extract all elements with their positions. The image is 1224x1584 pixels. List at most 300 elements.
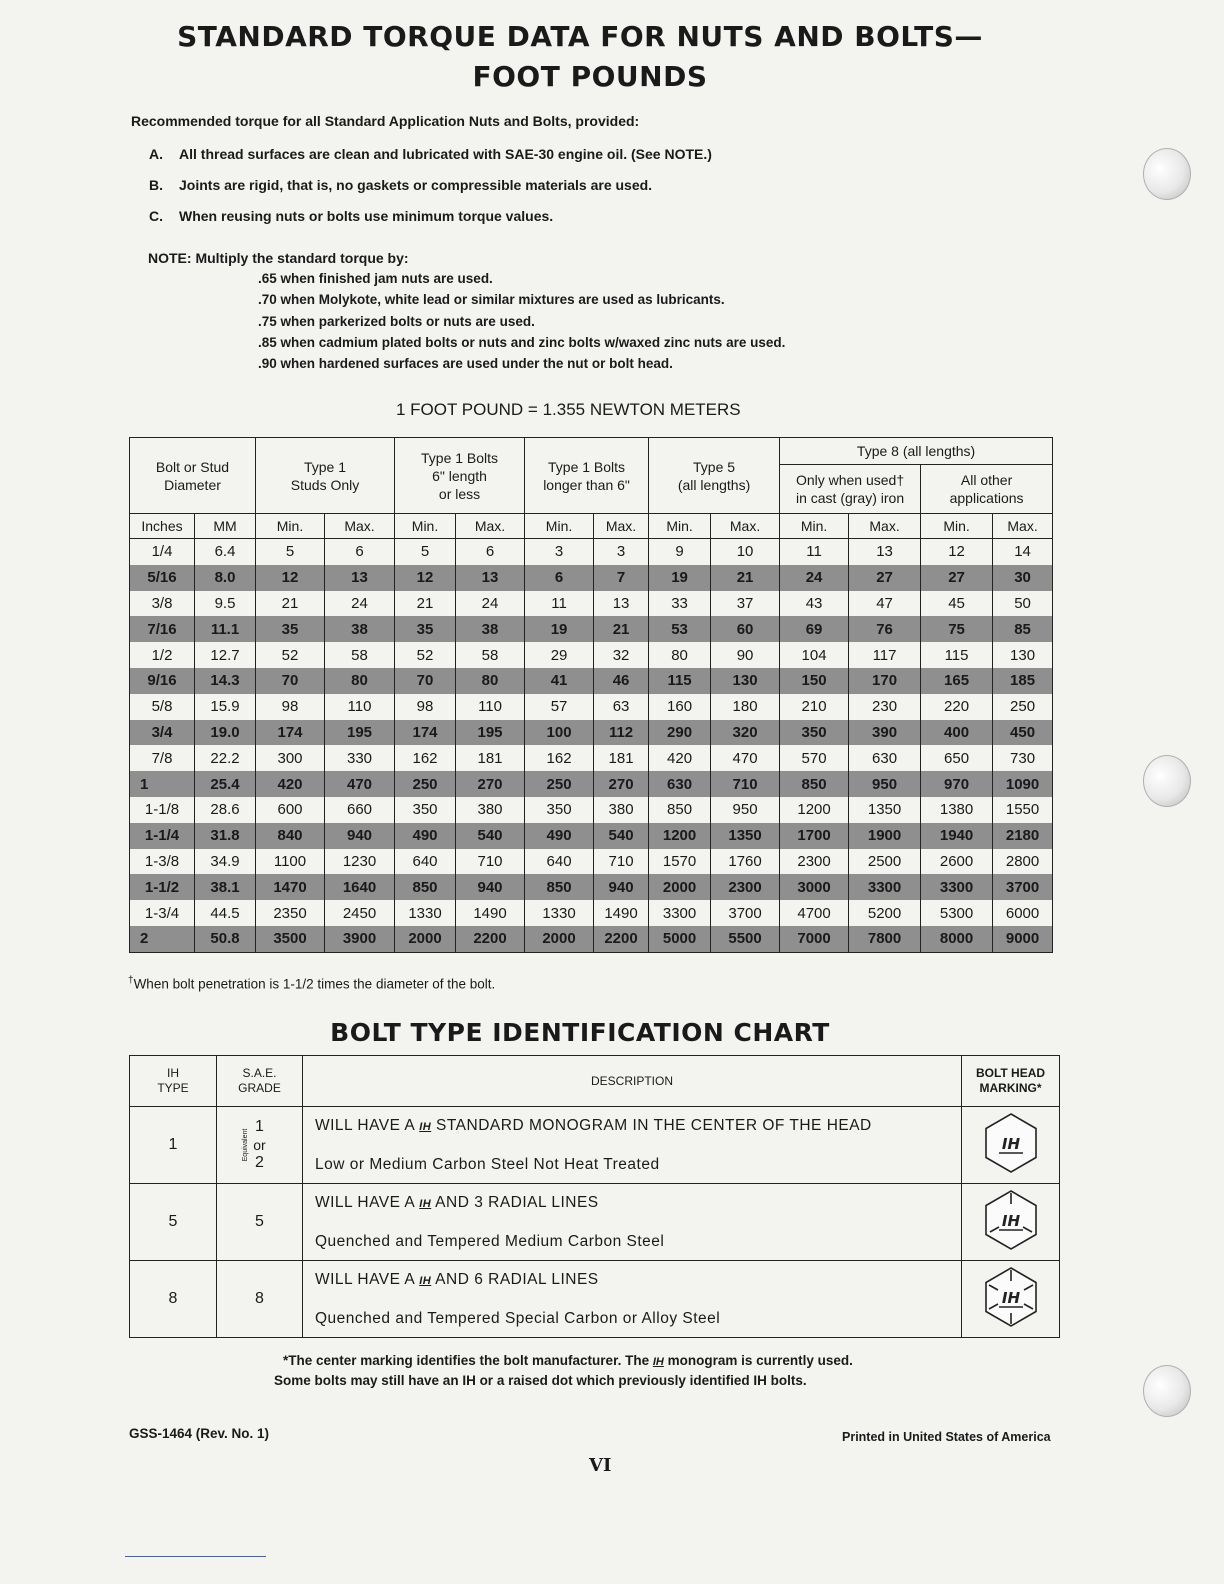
diameter-inches: 5/8 — [130, 694, 195, 720]
subheader-cell: Max. — [993, 514, 1053, 539]
condition-letter: C. — [149, 208, 163, 224]
torque-value: 390 — [849, 720, 921, 746]
torque-value: 112 — [594, 720, 649, 746]
torque-value: 58 — [456, 642, 525, 668]
diameter-mm: 6.4 — [195, 539, 256, 565]
subheader-cell: Min. — [921, 514, 993, 539]
torque-value: 162 — [395, 745, 456, 771]
header-type1-short: Type 1 Bolts 6" length or less — [395, 438, 525, 514]
table-row — [130, 720, 1053, 746]
torque-value: 640 — [525, 849, 594, 875]
torque-value: 630 — [649, 771, 711, 797]
torque-value: 27 — [921, 565, 993, 591]
torque-value: 850 — [395, 874, 456, 900]
torque-value: 12 — [921, 539, 993, 565]
torque-value: 80 — [325, 668, 395, 694]
diameter-inches: 5/16 — [130, 565, 195, 591]
ih-monogram-icon: IH — [419, 1121, 432, 1133]
torque-value: 420 — [649, 745, 711, 771]
torque-value: 630 — [849, 745, 921, 771]
torque-value: 3500 — [256, 926, 325, 952]
torque-value: 29 — [525, 642, 594, 668]
subheader-cell: MM — [195, 514, 256, 539]
torque-value: 6 — [525, 565, 594, 591]
torque-value: 130 — [993, 642, 1053, 668]
header-ih-type: IH TYPE — [130, 1056, 217, 1107]
note-item: .65 when finished jam nuts are used. — [258, 271, 493, 286]
torque-value: 6000 — [993, 900, 1053, 926]
note-item: .75 when parkerized bolts or nuts are used. — [258, 314, 535, 329]
torque-value: 540 — [456, 823, 525, 849]
diameter-inches: 3/8 — [130, 591, 195, 617]
diameter-mm: 22.2 — [195, 745, 256, 771]
torque-value: 2500 — [849, 849, 921, 875]
torque-value: 181 — [594, 745, 649, 771]
torque-value: 117 — [849, 642, 921, 668]
table-row — [130, 694, 1053, 720]
torque-value: 320 — [711, 720, 780, 746]
note-item: .90 when hardened surfaces are used under the nut or bolt head. — [258, 356, 673, 371]
torque-value: 24 — [780, 565, 849, 591]
header-type1-long: Type 1 Bolts longer than 6" — [525, 438, 649, 514]
page-title-line-1: STANDARD TORQUE DATA FOR NUTS AND BOLTS— — [177, 20, 983, 53]
torque-value: 1380 — [921, 797, 993, 823]
header-diameter: Bolt or Stud Diameter — [130, 438, 256, 514]
torque-value: 970 — [921, 771, 993, 797]
table-row — [130, 591, 1053, 617]
note-item: .85 when cadmium plated bolts or nuts and zinc bolts w/waxed zinc nuts are used. — [258, 335, 786, 350]
torque-value: 490 — [395, 823, 456, 849]
torque-value: 195 — [325, 720, 395, 746]
torque-value: 38 — [456, 616, 525, 642]
diameter-mm: 14.3 — [195, 668, 256, 694]
torque-value: 300 — [256, 745, 325, 771]
header-type8: Type 8 (all lengths) — [780, 438, 1053, 465]
diameter-mm: 34.9 — [195, 849, 256, 875]
torque-value: 3700 — [993, 874, 1053, 900]
torque-value: 63 — [594, 694, 649, 720]
diameter-inches: 2 — [130, 926, 195, 952]
marking-footnote-line-1: *The center marking identifies the bolt manufacturer. The IH monogram is currently used. — [283, 1353, 853, 1368]
torque-value: 350 — [395, 797, 456, 823]
subheader-cell: Min. — [649, 514, 711, 539]
torque-value: 2600 — [921, 849, 993, 875]
diameter-inches: 7/16 — [130, 616, 195, 642]
torque-table-body — [130, 539, 1053, 953]
intro-text: Recommended torque for all Standard Application Nuts and Bolts, provided: — [131, 113, 640, 129]
diameter-inches: 9/16 — [130, 668, 195, 694]
torque-value: 1470 — [256, 874, 325, 900]
torque-value: 4700 — [780, 900, 849, 926]
torque-value: 730 — [993, 745, 1053, 771]
torque-value: 950 — [711, 797, 780, 823]
torque-table — [129, 437, 1053, 953]
subheader-cell: Min. — [780, 514, 849, 539]
torque-value: 37 — [711, 591, 780, 617]
torque-value: 11 — [780, 539, 849, 565]
torque-value: 6 — [456, 539, 525, 565]
torque-value: 174 — [256, 720, 325, 746]
diameter-inches: 1-1/2 — [130, 874, 195, 900]
subheader-cell: Max. — [456, 514, 525, 539]
ih-monogram-icon: IH — [419, 1198, 432, 1210]
torque-value: 710 — [711, 771, 780, 797]
header-type5: Type 5 (all lengths) — [649, 438, 780, 514]
monogram-text: IH — [1001, 1211, 1020, 1230]
page-title-line-2: FOOT POUNDS — [472, 60, 708, 93]
torque-value: 3300 — [921, 874, 993, 900]
condition-a — [149, 146, 712, 162]
torque-value: 250 — [395, 771, 456, 797]
torque-value: 50 — [993, 591, 1053, 617]
diameter-mm: 44.5 — [195, 900, 256, 926]
torque-value: 130 — [711, 668, 780, 694]
header-sae-grade: S.A.E. GRADE — [217, 1056, 303, 1107]
table-row — [130, 900, 1053, 926]
torque-value: 7000 — [780, 926, 849, 952]
torque-value: 2300 — [780, 849, 849, 875]
ih-monogram-icon: IH — [419, 1275, 432, 1287]
id-row-type-8 — [130, 1261, 1060, 1338]
torque-value: 104 — [780, 642, 849, 668]
subheader-cell: Max. — [711, 514, 780, 539]
diameter-inches: 1-3/4 — [130, 900, 195, 926]
diameter-mm: 38.1 — [195, 874, 256, 900]
torque-value: 1330 — [395, 900, 456, 926]
torque-value: 58 — [325, 642, 395, 668]
bolt-head-grade5-icon — [962, 1184, 1060, 1261]
torque-value: 195 — [456, 720, 525, 746]
condition-text: When reusing nuts or bolts use minimum torque values. — [179, 208, 554, 224]
torque-value: 5200 — [849, 900, 921, 926]
torque-value: 46 — [594, 668, 649, 694]
torque-value: 75 — [921, 616, 993, 642]
diameter-mm: 19.0 — [195, 720, 256, 746]
note-item: .70 when Molykote, white lead or similar mixtures are used as lubricants. — [258, 292, 725, 307]
torque-value: 230 — [849, 694, 921, 720]
torque-value: 21 — [711, 565, 780, 591]
torque-value: 1640 — [325, 874, 395, 900]
torque-value: 47 — [849, 591, 921, 617]
torque-value: 38 — [325, 616, 395, 642]
torque-value: 850 — [780, 771, 849, 797]
printed-in: Printed in United States of America — [842, 1430, 1051, 1444]
torque-value: 13 — [849, 539, 921, 565]
torque-value: 940 — [594, 874, 649, 900]
torque-value: 1760 — [711, 849, 780, 875]
torque-value: 41 — [525, 668, 594, 694]
torque-value: 710 — [594, 849, 649, 875]
torque-value: 1090 — [993, 771, 1053, 797]
torque-value: 640 — [395, 849, 456, 875]
torque-value: 1350 — [849, 797, 921, 823]
torque-value: 10 — [711, 539, 780, 565]
diameter-inches: 3/4 — [130, 720, 195, 746]
torque-value: 540 — [594, 823, 649, 849]
torque-value: 940 — [456, 874, 525, 900]
torque-value: 710 — [456, 849, 525, 875]
torque-value: 2450 — [325, 900, 395, 926]
id-row-type-5 — [130, 1184, 1060, 1261]
condition-text: Joints are rigid, that is, no gaskets or compressible materials are used. — [179, 177, 653, 193]
table-row — [130, 874, 1053, 900]
diameter-inches: 1-1/8 — [130, 797, 195, 823]
torque-value: 7800 — [849, 926, 921, 952]
torque-value: 650 — [921, 745, 993, 771]
torque-value: 3300 — [849, 874, 921, 900]
torque-value: 43 — [780, 591, 849, 617]
torque-value: 2000 — [395, 926, 456, 952]
form-code: GSS-1464 (Rev. No. 1) — [129, 1426, 270, 1441]
diameter-mm: 28.6 — [195, 797, 256, 823]
torque-value: 2200 — [594, 926, 649, 952]
table-row — [130, 616, 1053, 642]
torque-value: 13 — [325, 565, 395, 591]
torque-value: 52 — [395, 642, 456, 668]
torque-value: 70 — [256, 668, 325, 694]
torque-value: 470 — [325, 771, 395, 797]
torque-value: 1900 — [849, 823, 921, 849]
torque-value: 90 — [711, 642, 780, 668]
torque-value: 150 — [780, 668, 849, 694]
torque-value: 5300 — [921, 900, 993, 926]
ih-type-value: 1 — [130, 1107, 217, 1184]
header-description: DESCRIPTION — [303, 1056, 962, 1107]
torque-value: 840 — [256, 823, 325, 849]
id-row-type-1 — [130, 1107, 1060, 1184]
diameter-mm: 15.9 — [195, 694, 256, 720]
subheader-cell: Min. — [525, 514, 594, 539]
diameter-mm: 11.1 — [195, 616, 256, 642]
diameter-mm: 31.8 — [195, 823, 256, 849]
torque-value: 8000 — [921, 926, 993, 952]
torque-value: 1100 — [256, 849, 325, 875]
header-type1-studs: Type 1 Studs Only — [256, 438, 395, 514]
torque-value: 3300 — [649, 900, 711, 926]
binder-hole-middle — [1143, 755, 1191, 807]
condition-letter: B. — [149, 177, 163, 193]
torque-value: 76 — [849, 616, 921, 642]
torque-value: 1550 — [993, 797, 1053, 823]
torque-value: 3700 — [711, 900, 780, 926]
torque-value: 35 — [256, 616, 325, 642]
description: WILL HAVE A IH AND 3 RADIAL LINES Quenched and Tempered Medium Carbon Steel — [303, 1184, 962, 1261]
torque-value: 70 — [395, 668, 456, 694]
torque-value: 57 — [525, 694, 594, 720]
torque-value: 24 — [325, 591, 395, 617]
torque-subheader-row — [130, 514, 1053, 539]
torque-value: 5 — [395, 539, 456, 565]
ih-type-value: 8 — [130, 1261, 217, 1338]
torque-value: 19 — [525, 616, 594, 642]
torque-value: 181 — [456, 745, 525, 771]
header-bolt-head-marking: BOLT HEAD MARKING* — [962, 1056, 1060, 1107]
torque-value: 85 — [993, 616, 1053, 642]
torque-value: 12 — [395, 565, 456, 591]
torque-value: 2200 — [456, 926, 525, 952]
torque-value: 5500 — [711, 926, 780, 952]
description: WILL HAVE A IH AND 6 RADIAL LINES Quenched and Tempered Special Carbon or Alloy Steel — [303, 1261, 962, 1338]
sae-grade-value: Equivalent 1 or 2 — [217, 1107, 303, 1184]
torque-value: 380 — [594, 797, 649, 823]
torque-value: 115 — [649, 668, 711, 694]
torque-value: 330 — [325, 745, 395, 771]
diameter-mm: 9.5 — [195, 591, 256, 617]
torque-value: 3 — [525, 539, 594, 565]
table-row — [130, 668, 1053, 694]
diameter-mm: 25.4 — [195, 771, 256, 797]
torque-value: 69 — [780, 616, 849, 642]
ih-monogram-icon: IH — [652, 1356, 664, 1368]
torque-value: 11 — [525, 591, 594, 617]
id-chart-title: BOLT TYPE IDENTIFICATION CHART — [330, 1018, 830, 1047]
table-row — [130, 565, 1053, 591]
page-number: VI — [589, 1455, 612, 1476]
subheader-cell: Min. — [256, 514, 325, 539]
torque-value: 1490 — [456, 900, 525, 926]
torque-value: 1350 — [711, 823, 780, 849]
torque-value: 165 — [921, 668, 993, 694]
torque-value: 270 — [456, 771, 525, 797]
torque-value: 380 — [456, 797, 525, 823]
torque-value: 52 — [256, 642, 325, 668]
torque-value: 2800 — [993, 849, 1053, 875]
diameter-mm: 8.0 — [195, 565, 256, 591]
torque-value: 53 — [649, 616, 711, 642]
torque-value: 110 — [456, 694, 525, 720]
subheader-cell: Inches — [130, 514, 195, 539]
torque-value: 24 — [456, 591, 525, 617]
torque-value: 6 — [325, 539, 395, 565]
torque-value: 45 — [921, 591, 993, 617]
diameter-inches: 1-1/4 — [130, 823, 195, 849]
condition-c — [149, 208, 553, 224]
condition-text: All thread surfaces are clean and lubricated with SAE-30 engine oil. (See NOTE.) — [179, 146, 712, 162]
torque-value: 7 — [594, 565, 649, 591]
footnote-text: When bolt penetration is 1-1/2 times the diameter of the bolt. — [133, 976, 496, 992]
torque-value: 9000 — [993, 926, 1053, 952]
torque-value: 400 — [921, 720, 993, 746]
torque-value: 850 — [649, 797, 711, 823]
torque-value: 3900 — [325, 926, 395, 952]
torque-value: 290 — [649, 720, 711, 746]
diameter-mm: 50.8 — [195, 926, 256, 952]
marking-footnote-line-2: Some bolts may still have an IH or a raised dot which previously identified IH bolts. — [274, 1373, 807, 1388]
torque-value: 1200 — [649, 823, 711, 849]
torque-value: 13 — [456, 565, 525, 591]
torque-value: 1330 — [525, 900, 594, 926]
header-type8-cast-iron: Only when used† in cast (gray) iron — [780, 465, 921, 514]
torque-value: 21 — [256, 591, 325, 617]
torque-value: 12 — [256, 565, 325, 591]
subheader-cell: Max. — [325, 514, 395, 539]
torque-value: 950 — [849, 771, 921, 797]
ih-type-value: 5 — [130, 1184, 217, 1261]
conversion-factor: 1 FOOT POUND = 1.355 NEWTON METERS — [396, 400, 741, 419]
table-row — [130, 849, 1053, 875]
condition-b — [149, 177, 652, 193]
diameter-inches: 1/4 — [130, 539, 195, 565]
torque-value: 174 — [395, 720, 456, 746]
torque-value: 470 — [711, 745, 780, 771]
subheader-cell: Min. — [395, 514, 456, 539]
torque-value: 35 — [395, 616, 456, 642]
torque-value: 2300 — [711, 874, 780, 900]
bottom-rule — [125, 1556, 266, 1557]
torque-value: 1700 — [780, 823, 849, 849]
torque-value: 220 — [921, 694, 993, 720]
torque-value: 180 — [711, 694, 780, 720]
torque-value: 1940 — [921, 823, 993, 849]
torque-value: 60 — [711, 616, 780, 642]
torque-value: 1200 — [780, 797, 849, 823]
table-row — [130, 797, 1053, 823]
table-row — [130, 642, 1053, 668]
torque-value: 350 — [525, 797, 594, 823]
torque-value: 80 — [456, 668, 525, 694]
monogram-text: IH — [1001, 1288, 1020, 1307]
binder-hole-bottom — [1143, 1365, 1191, 1417]
torque-value: 490 — [525, 823, 594, 849]
torque-value: 2180 — [993, 823, 1053, 849]
torque-value: 185 — [993, 668, 1053, 694]
description: WILL HAVE A IH STANDARD MONOGRAM IN THE CENTER OF THE HEAD Low or Medium Carbon Steel Not Heat Treated — [303, 1107, 962, 1184]
torque-value: 3 — [594, 539, 649, 565]
note-label: NOTE: Multiply the standard torque by: — [148, 250, 409, 266]
diameter-inches: 1-3/8 — [130, 849, 195, 875]
header-type8-other: All other applications — [921, 465, 1053, 514]
torque-value: 162 — [525, 745, 594, 771]
torque-value: 3000 — [780, 874, 849, 900]
diameter-inches: 1 — [130, 771, 195, 797]
diameter-mm: 12.7 — [195, 642, 256, 668]
torque-value: 420 — [256, 771, 325, 797]
torque-value: 570 — [780, 745, 849, 771]
torque-value: 600 — [256, 797, 325, 823]
torque-value: 27 — [849, 565, 921, 591]
torque-value: 30 — [993, 565, 1053, 591]
torque-value: 110 — [325, 694, 395, 720]
torque-value: 98 — [256, 694, 325, 720]
torque-value: 1230 — [325, 849, 395, 875]
torque-value: 32 — [594, 642, 649, 668]
bolt-head-grade1-icon — [962, 1107, 1060, 1184]
bolt-id-chart — [129, 1055, 1060, 1338]
torque-value: 2350 — [256, 900, 325, 926]
torque-value: 270 — [594, 771, 649, 797]
footnote — [128, 975, 495, 992]
torque-value: 850 — [525, 874, 594, 900]
diameter-inches: 7/8 — [130, 745, 195, 771]
equivalent-label: Equivalent — [242, 1128, 250, 1162]
torque-value: 9 — [649, 539, 711, 565]
torque-value: 115 — [921, 642, 993, 668]
torque-value: 14 — [993, 539, 1053, 565]
torque-value: 21 — [395, 591, 456, 617]
torque-value: 350 — [780, 720, 849, 746]
torque-value: 5 — [256, 539, 325, 565]
sae-grade-value: 5 — [217, 1184, 303, 1261]
torque-value: 19 — [649, 565, 711, 591]
torque-value: 98 — [395, 694, 456, 720]
table-row — [130, 745, 1053, 771]
binder-hole-top — [1143, 148, 1191, 200]
subheader-cell: Max. — [594, 514, 649, 539]
torque-value: 250 — [525, 771, 594, 797]
diameter-inches: 1/2 — [130, 642, 195, 668]
table-row — [130, 539, 1053, 565]
torque-value: 2000 — [649, 874, 711, 900]
